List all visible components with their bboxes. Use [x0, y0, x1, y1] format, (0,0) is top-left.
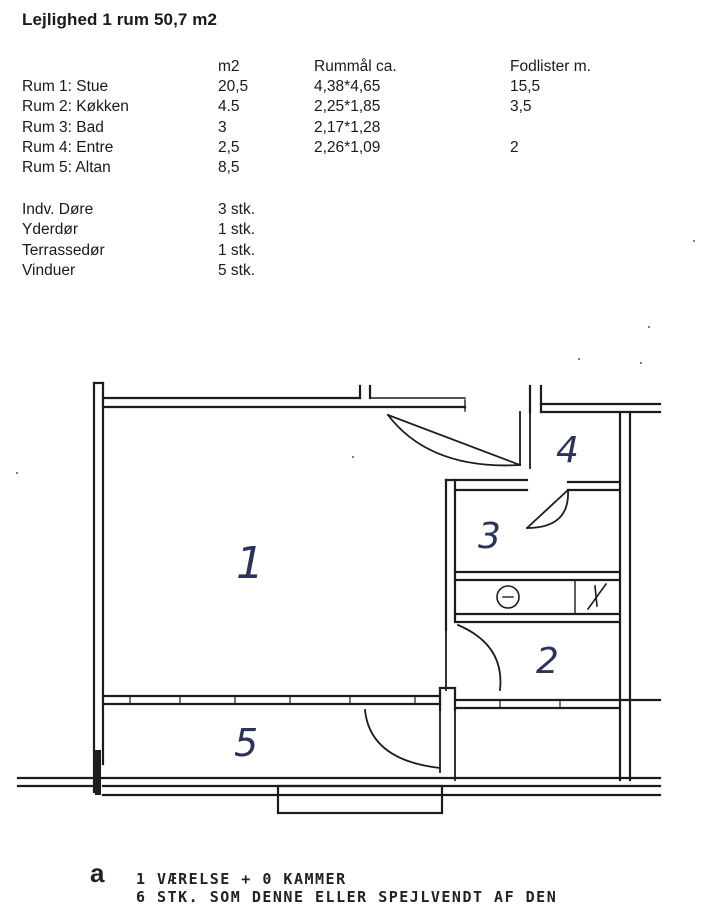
balcony-door — [365, 710, 455, 780]
core-walls — [446, 480, 620, 630]
room-label-3: 3 — [478, 516, 501, 557]
page-title: Lejlighed 1 rum 50,7 m2 — [22, 10, 218, 29]
room-label-1: 1 — [236, 538, 264, 589]
fixture-count: 1 stk. — [218, 221, 256, 238]
room-label-5: 5 — [234, 721, 259, 765]
scan-speck — [648, 326, 650, 328]
room-name: Rum 4: Entre — [22, 139, 114, 156]
caption-mark: a — [90, 858, 105, 888]
caption-line-1: 1 VÆRELSE + 0 KAMMER — [136, 870, 347, 888]
room-dimensions: 4,38*4,65 — [314, 78, 381, 95]
caption-line-2: 6 STK. SOM DENNE ELLER SPEJLVENDT AF DEN — [136, 888, 558, 906]
room-name: Rum 5: Altan — [22, 159, 111, 176]
column-header-dimensions: Rummål ca. — [314, 58, 397, 75]
room-name: Rum 2: Køkken — [22, 98, 129, 115]
room-skirting: 3,5 — [510, 98, 532, 115]
scan-speck — [693, 240, 695, 242]
fixture-name: Yderdør — [22, 221, 78, 238]
balcony-partition — [103, 688, 660, 710]
floor-plan — [0, 330, 701, 850]
column-header-area: m2 — [218, 58, 240, 75]
entrance-door — [388, 412, 530, 468]
room-area: 2,5 — [218, 139, 240, 156]
room-dimensions: 2,25*1,85 — [314, 98, 381, 115]
room-label-2: 2 — [536, 641, 559, 682]
bathroom-door — [527, 490, 568, 528]
bottom-wall — [18, 778, 660, 813]
room-area: 4.5 — [218, 98, 240, 115]
room-label-4: 4 — [556, 430, 579, 471]
room-skirting: 15,5 — [510, 78, 541, 95]
fixture-name: Indv. Døre — [22, 201, 94, 218]
fixture-name: Vinduer — [22, 262, 76, 279]
room-name: Rum 3: Bad — [22, 119, 104, 136]
room-dimensions: 2,26*1,09 — [314, 139, 381, 156]
fixture-name: Terrassedør — [22, 242, 105, 259]
room-area: 8,5 — [218, 159, 240, 176]
fixture-count: 5 stk. — [218, 262, 256, 279]
window-ticks — [130, 696, 560, 708]
left-wall — [94, 383, 103, 792]
room-skirting: 2 — [510, 139, 519, 156]
fixture-count: 1 stk. — [218, 242, 256, 259]
column-header-skirting: Fodlister m. — [510, 58, 591, 75]
room-area: 20,5 — [218, 78, 249, 95]
room-dimensions: 2,17*1,28 — [314, 119, 381, 136]
room-name: Rum 1: Stue — [22, 78, 109, 95]
room-area: 3 — [218, 119, 227, 136]
fixture-count: 3 stk. — [218, 201, 256, 218]
kitchen-door — [446, 625, 500, 690]
